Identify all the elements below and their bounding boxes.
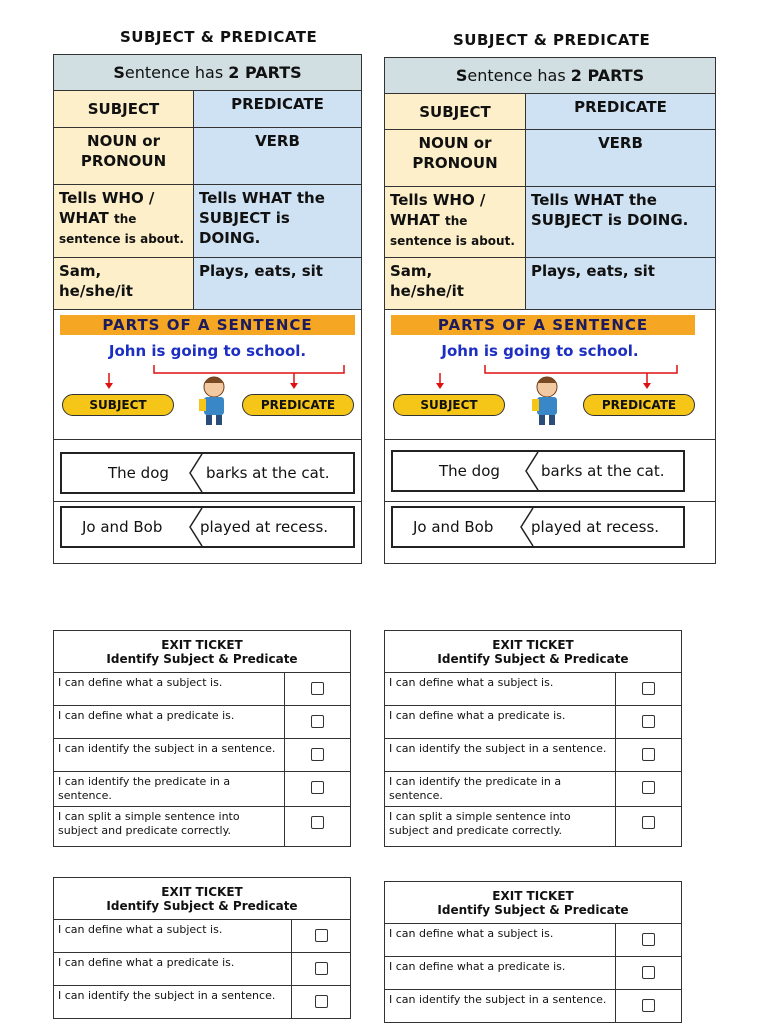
ticket-item: I can split a simple sentence into subject and predicate correctly. [54,807,285,847]
ticket-item: I can define what a subject is. [54,920,292,953]
card-title: SUBJECT & PREDICATE [120,28,318,46]
ticket-heading: EXIT TICKET Identify Subject & Predicate [54,631,351,673]
subject-predicate-card [53,54,362,564]
checkbox[interactable] [285,739,351,772]
boy-icon [199,377,224,425]
card-header: Sentence has 2 PARTS [385,58,716,94]
predicate-description: Tells WHAT the SUBJECT is DOING. [194,185,362,258]
subject-description: Tells WHO / WHAT the sentence is about. [54,185,194,258]
example-sentence: John is going to school. [108,342,307,360]
sentence-strip-2: Jo and Bob played at recess. [54,502,362,564]
ticket-item: I can split a simple sentence into subject and predicate correctly. [385,807,616,847]
predicate-examples: Plays, eats, sit [526,258,716,310]
predicate-description: Tells WHAT the SUBJECT is DOING. [526,187,716,258]
checkbox[interactable] [292,953,351,986]
sentence-strip-1: The dog barks at the cat. [54,440,362,502]
checkbox[interactable] [616,807,682,847]
ticket-item: I can define what a subject is. [54,673,285,706]
card-header: Sentence has 2 PARTS [54,55,362,91]
ticket-heading: EXIT TICKET Identify Subject & Predicate [385,631,682,673]
ticket-item: I can identify the subject in a sentence. [385,990,616,1023]
card-title: SUBJECT & PREDICATE [453,31,651,49]
predicate-type: VERB [194,128,362,185]
ticket-heading: EXIT TICKET Identify Subject & Predicate [385,882,682,924]
subject-predicate-card [384,57,716,564]
col-predicate: PREDICATE [526,94,716,130]
predicate-pill: PREDICATE [583,394,695,416]
predicate-pill: PREDICATE [242,394,354,416]
ticket-item: I can identify the predicate in a sentence. [385,772,616,807]
predicate-type: VERB [526,130,716,187]
predicate-examples: Plays, eats, sit [194,258,362,310]
arrows [385,315,714,439]
checkbox[interactable] [616,772,682,807]
checkbox[interactable] [285,706,351,739]
subject-examples: Sam, he/she/it [54,258,194,310]
subject-examples: Sam, he/she/it [385,258,526,310]
subject-type: NOUN or PRONOUN [54,128,194,185]
sentence-strip-2: Jo and Bob played at recess. [385,502,716,564]
arrows [54,315,360,439]
ticket-item: I can define what a predicate is. [54,706,285,739]
exit-ticket [53,630,351,847]
parts-banner: PARTS OF A SENTENCE [391,315,695,335]
exit-ticket [384,881,682,1023]
ticket-item: I can define what a predicate is. [385,706,616,739]
ticket-item: I can identify the subject in a sentence. [385,739,616,772]
subject-pill: SUBJECT [62,394,174,416]
parts-banner: PARTS OF A SENTENCE [60,315,355,335]
ticket-item: I can define what a predicate is. [385,957,616,990]
checkbox[interactable] [616,706,682,739]
checkbox[interactable] [616,957,682,990]
checkbox[interactable] [285,807,351,847]
exit-ticket [53,877,351,1019]
checkbox[interactable] [616,990,682,1023]
ticket-item: I can identify the subject in a sentence. [54,739,285,772]
checkbox[interactable] [292,986,351,1019]
ticket-item: I can identify the predicate in a sentence. [54,772,285,807]
checkbox[interactable] [285,673,351,706]
col-subject: SUBJECT [54,91,194,128]
col-predicate: PREDICATE [194,91,362,128]
checkbox[interactable] [285,772,351,807]
checkbox[interactable] [616,739,682,772]
parts-of-sentence-illustration [54,310,362,440]
checkbox[interactable] [616,924,682,957]
ticket-item: I can define what a subject is. [385,673,616,706]
parts-of-sentence-illustration [385,310,716,440]
col-subject: SUBJECT [385,94,526,130]
checkbox[interactable] [292,920,351,953]
subject-description: Tells WHO / WHAT the sentence is about. [385,187,526,258]
ticket-item: I can define what a subject is. [385,924,616,957]
ticket-item: I can identify the subject in a sentence. [54,986,292,1019]
boy-icon [532,377,557,425]
sentence-strip-1: The dog barks at the cat. [385,440,716,502]
exit-ticket [384,630,682,847]
checkbox[interactable] [616,673,682,706]
subject-type: NOUN or PRONOUN [385,130,526,187]
example-sentence: John is going to school. [441,342,639,360]
subject-pill: SUBJECT [393,394,505,416]
ticket-heading: EXIT TICKET Identify Subject & Predicate [54,878,351,920]
ticket-item: I can define what a predicate is. [54,953,292,986]
